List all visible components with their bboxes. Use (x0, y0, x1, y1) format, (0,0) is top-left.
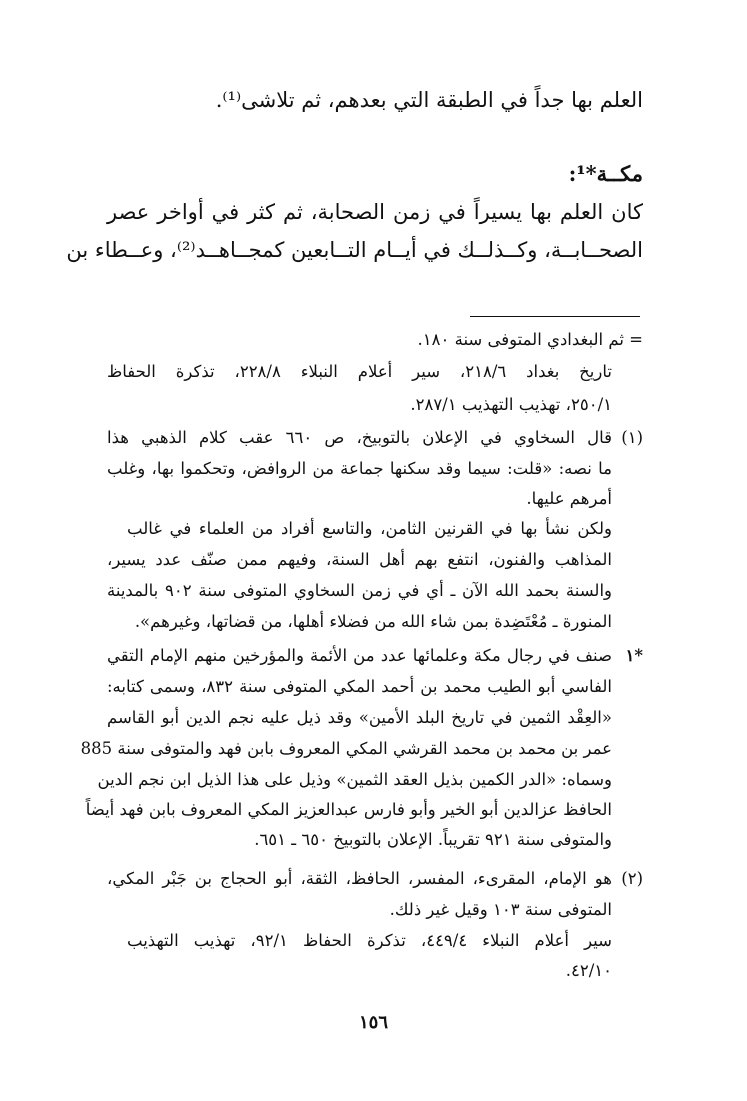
footnote-2-line-3: سير أعلام النبلاء ٤٤٩/٤، تذكرة الحفاظ ٩٢/١، تهذيب التهذيب (127, 931, 612, 950)
footnote-1-line-4: ولكن نشأ بها في القرنين الثامن، والتاسع أفراد من العلماء في غالب (127, 519, 612, 538)
footnote-2-line-2: المتوفى سنة ١٠٣ وقيل غير ذلك. (389, 900, 612, 919)
footnote-1-line-3: أمرهم عليها. (526, 489, 612, 508)
footnote-separator (470, 316, 640, 317)
footnote-2-line-1: هو الإمام، المقرىء، المفسر، الحافظ، الثقة، أبو الحجاج بن جَبْر المكي، (107, 869, 612, 888)
footnote-star-line-5: وسماه: «الدر الكمين بذيل العقد الثمين» وذيل على هذا الذيل ابن نجم الدين (97, 770, 612, 789)
footnote-continuation-line-3: ٢٥٠/١، تهذيب التهذيب ٢٨٧/١. (410, 395, 612, 414)
footnote-star-marker: *١ (625, 646, 643, 665)
page-number: ١٥٦ (358, 1012, 388, 1033)
footnote-star-line-7: والمتوفى سنة ٩٢١ تقريباً. الإعلان بالتوبيخ ٦٥٠ ـ ٦٥١. (254, 830, 612, 849)
footnote-1-marker: (١) (621, 428, 643, 447)
footnote-continuation-line-2: تاريخ بغداد ٢١٨/٦، سير أعلام النبلاء ٢٢٨/٨، تذكرة الحفاظ (107, 362, 612, 381)
footnote-star-line-1: صنف في رجال مكة وعلمائها عدد من الأئمة والمؤرخين منهم الإمام التقي (107, 646, 612, 665)
footnote-1-line-6: والسنة بحمد الله الآن ـ أي في زمن السخاوي المتوفى سنة ٩٠٢ بالمدينة (107, 581, 612, 600)
footnote-1-line-5: المذاهب والفنون، انتفع بهم أهل السنة، وفيهم ممن صنّف عدد يسير، (107, 550, 612, 569)
footnote-star-line-6: الحافظ عزالدين أبو الخير وأبو فارس عبدالعزيز المكي المعروف بابن فهد أيضاً (85, 800, 612, 819)
footnote-star-line-3: «العِقْد الثمين في تاريخ البلد الأمين» وقد ذيل عليه نجم الدين أبو القاسم (107, 708, 612, 727)
footnote-2-line-4: ٤٢/١٠. (565, 961, 612, 980)
footnote-1-line-7: المنورة ـ مُعْتَضِدة بمن شاء الله من فضلاء أهلها، من قضاتها، وغيرهم». (134, 612, 612, 631)
main-paragraph-line-1: كان العلم بها يسيراً في زمن الصحابة، ثم كثر في أواخر عصر (107, 200, 643, 224)
footnote-star-line-4: عمر بن محمد بن محمد القرشي المكي المعروف بابن فهد والمتوفى سنة 885 (80, 739, 612, 758)
footnote-continuation-line-1: = ثم البغدادي المتوفى سنة ١٨٠. (417, 330, 643, 349)
main-paragraph-line-2: الصحــابــة، وكــذلــك في أيــام التــابعين كمجــاهــد⁽²⁾، وعــطاء بن (66, 238, 643, 262)
main-text-line-1: العلم بها جداً في الطبقة التي بعدهم، ثم تلاشى⁽¹⁾. (215, 88, 643, 112)
footnote-star-line-2: الفاسي أبو الطيب محمد بن أحمد المكي المتوفى سنة ٨٣٢، وسمى كتابه: (107, 677, 612, 696)
footnote-1-line-1: قال السخاوي في الإعلان بالتوبيخ، ص ٦٦٠ عقب كلام الذهبي هذا (107, 428, 612, 447)
footnote-1-line-2: ما نصه: «قلت: سيما وقد سكنها جماعة من الروافض، وتحكموا بها، وغلب (107, 459, 612, 478)
section-heading-makkah: مكــة*¹: (568, 161, 643, 186)
footnote-2-marker: (٢) (621, 869, 643, 888)
